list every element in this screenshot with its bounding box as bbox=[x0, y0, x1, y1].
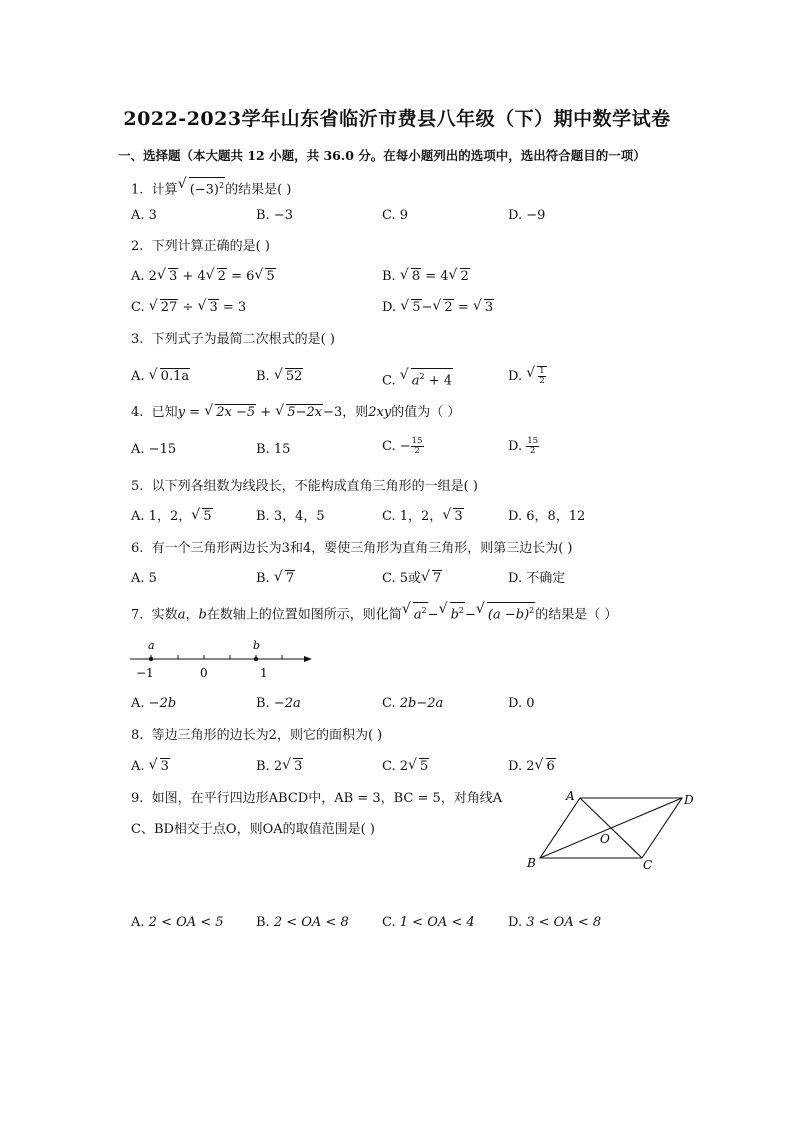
point-b bbox=[254, 657, 258, 661]
option-7b[interactable]: B. −2a bbox=[256, 696, 301, 711]
option-6b[interactable]: B. √ 7 bbox=[256, 570, 295, 588]
option-8c[interactable]: C. 2√ 5 bbox=[382, 758, 429, 776]
question-7: 7. 实数a，b在数轴上的位置如图所示，则化简√ $a^2-√$ $b^2-√$ $(a -b)^2$的结果是（ ） bbox=[131, 602, 617, 624]
option-1a[interactable]: A. 3 bbox=[131, 208, 157, 223]
question-5: 5. 以下列各组数为线段长，不能构成直角三角形的一组是( ) bbox=[131, 479, 478, 494]
option-3b[interactable]: B. √ 52 bbox=[256, 368, 303, 386]
option-9d[interactable]: D. 3 < OA < 8 bbox=[508, 915, 602, 930]
option-2c[interactable]: C. √ 27 ÷ √ 3 = 3 bbox=[131, 299, 246, 317]
section-heading: 一、选择题（本大题共 12 小题，共 36.0 分。在每小题列出的选项中，选出符合题目的一项） bbox=[118, 148, 646, 163]
tick-label-neg1: −1 bbox=[136, 666, 154, 680]
option-4a[interactable]: A. −15 bbox=[131, 442, 177, 457]
question-2: 2. 下列计算正确的是( ) bbox=[131, 239, 270, 254]
option-4b[interactable]: B. 15 bbox=[256, 442, 291, 457]
option-6a[interactable]: A. 5 bbox=[131, 571, 157, 586]
option-3a[interactable]: A. √ 0.1a bbox=[131, 368, 190, 386]
option-2a[interactable]: A. 2√ 3 + 4√ 2 = 6√ 5 bbox=[131, 268, 276, 286]
vertex-label-d: D bbox=[684, 793, 694, 807]
question-6: 6. 有一个三角形两边长为3和4，要使三角形为直角三角形，则第三边长为( ) bbox=[131, 541, 573, 556]
option-9b[interactable]: B. 2 < OA < 8 bbox=[256, 915, 349, 930]
option-3d[interactable]: D. √ $\frac{1}{2}$ bbox=[508, 366, 547, 386]
question-1: 1. 计算√ $(-3)^2$的结果是( ) bbox=[131, 177, 291, 199]
option-9a[interactable]: A. 2 < OA < 5 bbox=[131, 915, 224, 930]
option-2b[interactable]: B. √ 8 = 4√ 2 bbox=[382, 268, 470, 286]
question-4: 4. 已知y = √ 2x −5 + √ 5−2x−3，则2xy的值为（ ） bbox=[131, 404, 460, 422]
point-b-label: b bbox=[253, 639, 261, 652]
option-5d[interactable]: D. 6，8，12 bbox=[508, 509, 586, 524]
option-9c[interactable]: C. 1 < OA < 4 bbox=[382, 915, 475, 930]
option-4d[interactable]: D. $\frac{15}{2}$ bbox=[508, 436, 539, 456]
option-7c[interactable]: C. 2b−2a bbox=[382, 696, 444, 711]
option-1b[interactable]: B. −3 bbox=[256, 208, 293, 223]
point-a bbox=[149, 657, 153, 661]
option-5a[interactable]: A. 1，2，√ 5 bbox=[131, 508, 213, 526]
vertex-label-b: B bbox=[527, 856, 536, 870]
question-8: 8. 等边三角形的边长为2，则它的面积为( ) bbox=[131, 728, 383, 743]
page-title: 2022-2023学年山东省临沂市费县八年级（下）期中数学试卷 bbox=[123, 108, 671, 130]
option-5c[interactable]: C. 1，2，√ 3 bbox=[382, 508, 464, 526]
option-1c[interactable]: C. 9 bbox=[382, 208, 409, 223]
number-line-figure bbox=[126, 636, 326, 682]
tick-label-0: 0 bbox=[200, 666, 208, 680]
option-8b[interactable]: B. 2√ 3 bbox=[256, 758, 303, 776]
vertex-label-c: C bbox=[643, 858, 653, 872]
question-9-line-1: 9. 如图，在平行四边形ABCD中，AB = 3，BC = 5，对角线A bbox=[131, 791, 503, 806]
option-8a[interactable]: A. √ 3 bbox=[131, 758, 170, 776]
point-a-label: a bbox=[148, 639, 155, 652]
option-5b[interactable]: B. 3，4，5 bbox=[256, 509, 325, 524]
question-3: 3. 下列式子为最简二次根式的是( ) bbox=[131, 332, 335, 347]
option-6d[interactable]: D. 不确定 bbox=[508, 571, 566, 586]
option-1d[interactable]: D. −9 bbox=[508, 208, 546, 223]
vertex-label-a: A bbox=[566, 789, 575, 803]
vertex-label-o: O bbox=[600, 832, 610, 846]
option-6c[interactable]: C. 5或√ 7 bbox=[382, 570, 442, 588]
option-7d[interactable]: D. 0 bbox=[508, 696, 535, 711]
diagonal-bd bbox=[540, 798, 682, 858]
option-4c[interactable]: C. − $\frac{15}{2}$ bbox=[382, 436, 423, 456]
option-2d[interactable]: D. √ 5−√ 2 = √ 3 bbox=[382, 299, 494, 317]
tick-label-1: 1 bbox=[260, 666, 268, 680]
option-8d[interactable]: D. 2√ 6 bbox=[508, 758, 556, 776]
option-3c[interactable]: C. √ $a^2 + 4$ bbox=[382, 368, 453, 390]
option-7a[interactable]: A. −2b bbox=[131, 696, 177, 711]
parallelogram-figure bbox=[522, 786, 702, 876]
question-9-line-2: C、BD相交于点O，则OA的取值范围是( ) bbox=[131, 822, 375, 837]
